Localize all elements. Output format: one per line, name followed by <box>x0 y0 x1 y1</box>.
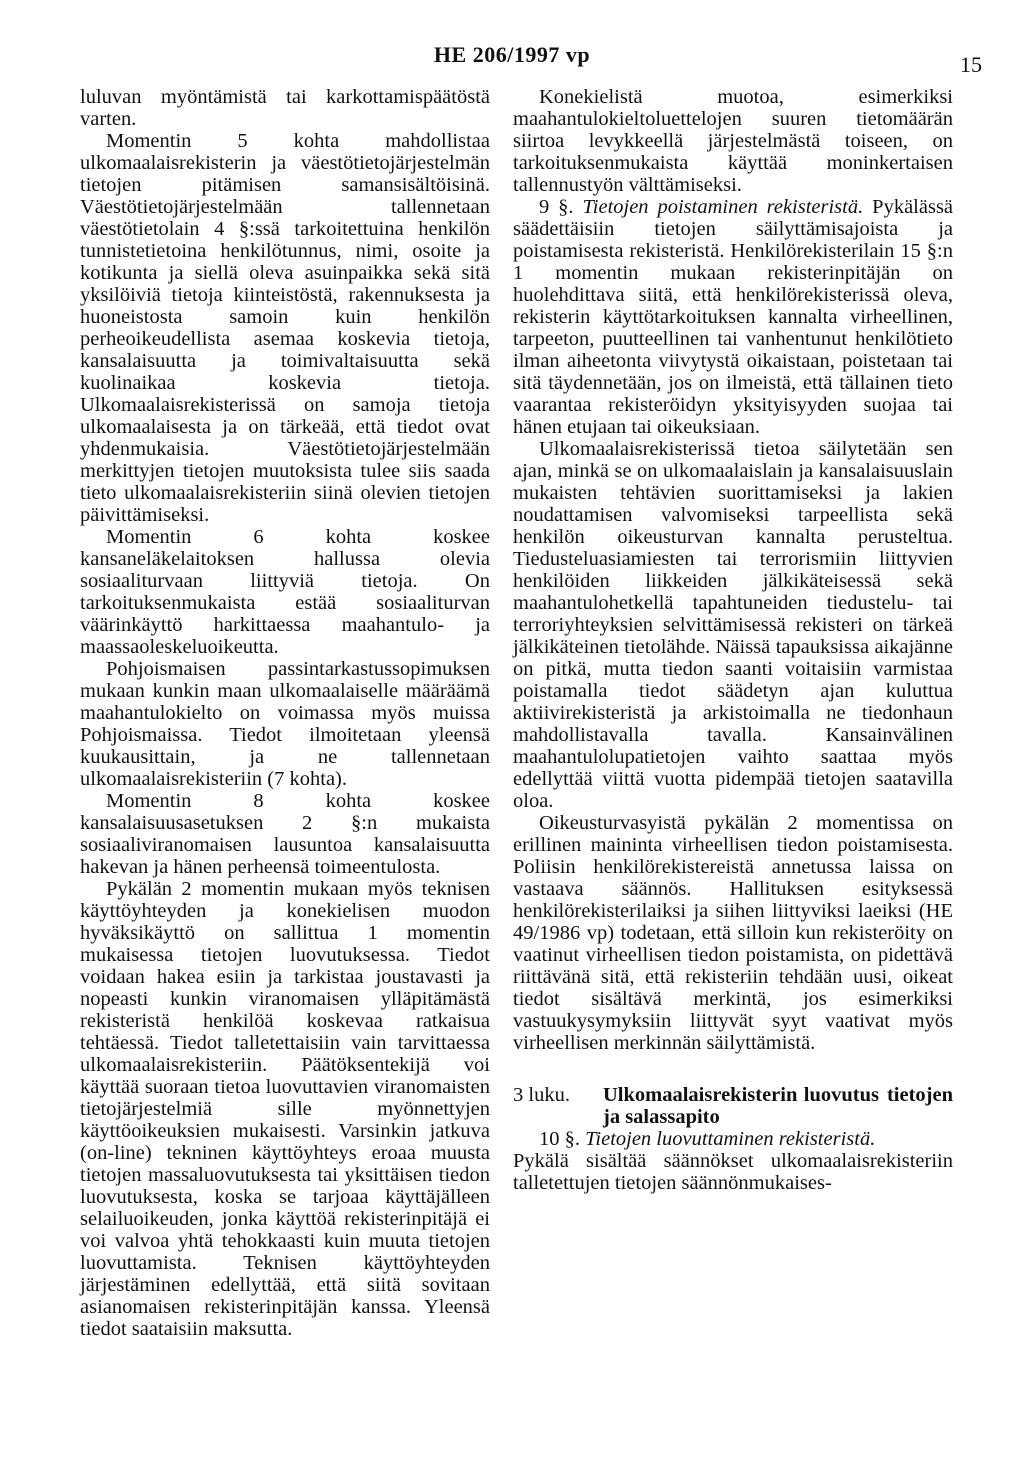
section-sign: 9 §. <box>539 196 574 218</box>
section-text: Pykälä sisältää säännökset ulkomaalaisrekisteriin talletettujen tietojen säännönmukaises- <box>513 1150 953 1194</box>
paragraph: Momentin 5 kohta mahdollistaa ulkomaalaisrekisterin ja väestötietojärjestelmän tietojen pitämisen samansisältöisinä. Väestötietojärjestelmään tallennetaan väestötietolain 4 §:ssä tarkoitettuina henkilön tunnistetietoina henkilötunnus, nimi, osoite ja kotikunta ja siellä oleva asuinpaikka sekä sitä yksilöiviä tietoja kiinteistöstä, rakennuksesta ja huoneistosta samoin kuin henkilön perheoikeudellista asemaa koskevia tietoja, kansalaisuutta ja toimivaltaisuutta sekä kuolinaikaa koskevia tietoja. Ulkomaalaisrekisterissä on samoja tietoja ulkomaalaisesta ja on tärkeää, että tiedot ovat yhdenmukaisia. Väestötietojärjestelmään merkittyjen tietojen muutoksista tulee siis saada tieto ulkomaalaisrekisteriin siinä olevien tietojen päivittämiseksi. <box>80 130 490 526</box>
chapter-number: 3 luku. <box>513 1084 570 1106</box>
paragraph: Ulkomaalaisrekisterissä tietoa säilytetään sen ajan, minkä se on ulkomaalaislain ja kansalaisuuslain mukaisten tehtävien suorittamiseksi ja lakien noudattamisen valvomiseksi tarpeellista sekä henkilön oikeusturvan kannalta perusteltua. Tiedusteluasiamiesten tai terrorismiin liittyvien henkilöiden liikkeiden jälkikäteisessä sekä maahantulohetkellä tapahtuneiden tiedustelu- tai terroriyhteyksien selvittämisessä rekisteri on tärkeä jälkikäteinen tietolähde. Näissä tapauksissa aikajänne on pitkä, mutta tiedon saanti voitaisiin varmistaa poistamalla tiedot säädetyn ajan kuluttua aktiivirekisteristä ja arkistoimalla ne tiedonhaun mahdollistavalla tavalla. Kansainvälinen maahantulolupatietojen vaihto saattaa myös edellyttää viittä vuotta pidempää tietojen saatavilla oloa. <box>513 438 953 812</box>
section-text: Pykälässä säädettäisiin tietojen säilyttämisajoista ja poistamisesta rekisteristä. Henkilörekisterilain 15 §:n 1 momentin mukaan rekisterinpitäjän on huolehdittava siitä, että henkilörekisterissä oleva, rekisterin käyttötarkoituksen kannalta virheellinen, tarpeeton, puutteellinen tai vanhentunut henkilötieto ilman aiheetonta viivytystä oikaistaan, poistetaan tai sitä täydennetään, jos on ilmeistä, että tällainen tieto vaarantaa rekisteröidyn yksityisyyden suojaa tai hänen etujaan tai oikeuksiaan. <box>513 196 954 438</box>
paragraph: Pykälän 2 momentin mukaan myös teknisen käyttöyhteyden ja konekielisen muodon hyväksikäyttö on sallittua 1 momentin mukaisessa tietojen luovutuksessa. Tiedot voidaan hakea esiin ja tarkistaa joustavasti ja nopeasti kunkin viranomaisen ylläpitämästä rekisteristä henkilöä koskevaa ratkaisua tehtäessä. Tiedot talletettaisiin vain tarvittaessa ulkomaalaisrekisteriin. Päätöksentekijä voi käyttää suoraan tietoa luovuttavien viranomaisten tietojärjestelmiä sille myönnettyjen käyttöoikeuksien mukaisesti. Varsinkin jatkuva (on-line) tekninen käyttöyhteys eroaa muusta tietojen massaluovutuksesta tai yksittäisen tiedon luovutuksesta, koska se tarjoaa käyttäjälleen selailuoikeuden, jonka käyttöä rekisterinpitäjä ei voi valvoa yhtä tehokkaasti kuin muuta tietojen luovuttamista. Teknisen käyttöyhteyden järjestäminen edellyttää, että siitä sovitaan asianomaisen rekisterinpitäjän kanssa. Yleensä tiedot saataisiin maksutta. <box>80 878 490 1340</box>
section-title: Tietojen poistaminen rekisteristä. <box>582 196 864 218</box>
section-sign: 10 §. <box>539 1128 580 1150</box>
paragraph: Momentin 6 kohta koskee kansaneläkelaitoksen hallussa olevia sosiaaliturvaan liittyviä tietoja. On tarkoituksenmukaista estää sosiaaliturvan väärinkäyttö harkittaessa maahantulo- ja maassaoleskeluoikeutta. <box>80 526 490 658</box>
paragraph: Konekielistä muotoa, esimerkiksi maahantulokieltoluettelojen suuren tietomäärän siirtoa levykkeellä järjestelmästä toiseen, on tarkoituksenmukaista käyttää moninkertaisen tallennustyön välttämiseksi. <box>513 86 953 196</box>
paragraph: luluvan myöntämistä tai karkottamispäätöstä varten. <box>80 86 490 130</box>
paragraph: Momentin 8 kohta koskee kansalaisuusasetuksen 2 §:n mukaista sosiaaliviranomaisen lausuntoa kansalaisuutta hakevan ja hänen perheensä toimeentulosta. <box>80 790 490 878</box>
page-number: 15 <box>960 52 982 77</box>
section-title: Tietojen luovuttaminen rekisteristä. <box>585 1128 876 1150</box>
chapter-heading <box>513 1084 953 1128</box>
left-column <box>80 86 490 1340</box>
right-column <box>513 86 953 1194</box>
paragraph: Oikeusturvasyistä pykälän 2 momentissa on erillinen maininta virheellisen tiedon poistamisesta. Poliisin henkilörekistereistä annetussa laissa on vastaava säännös. Hallituksen esityksessä henkilörekisterilaiksi ja siihen liittyviksi laeiksi (HE 49/1986 vp) todetaan, että silloin kun rekisteröity on vaatinut virheellisen tiedon poistamista, on pidettävä riittävänä sitä, että rekisteriin tehdään uusi, oikeat tiedot sisältävä merkintä, jos esimerkiksi vastuukysymyksiin liittyvät syyt vaativat myös virheellisen merkinnän säilyttämistä. <box>513 812 953 1054</box>
section-10 <box>513 1128 953 1150</box>
section-9 <box>513 196 953 438</box>
chapter-title-end: tietojen <box>886 1084 953 1106</box>
page-title: HE 206/1997 vp <box>433 42 591 67</box>
paragraph: Pohjoismaisen passintarkastussopimuksen mukaan kunkin maan ulkomaalaiselle määräämä maahantulokielto on voimassa myös muissa Pohjoismaissa. Tiedot ilmoitetaan yleensä kuukausittain, ja ne tallennetaan ulkomaalaisrekisteriin (7 kohta). <box>80 658 490 790</box>
chapter-title: Ulkomaalaisrekisterin luovutus ja salassapito <box>603 1084 879 1128</box>
